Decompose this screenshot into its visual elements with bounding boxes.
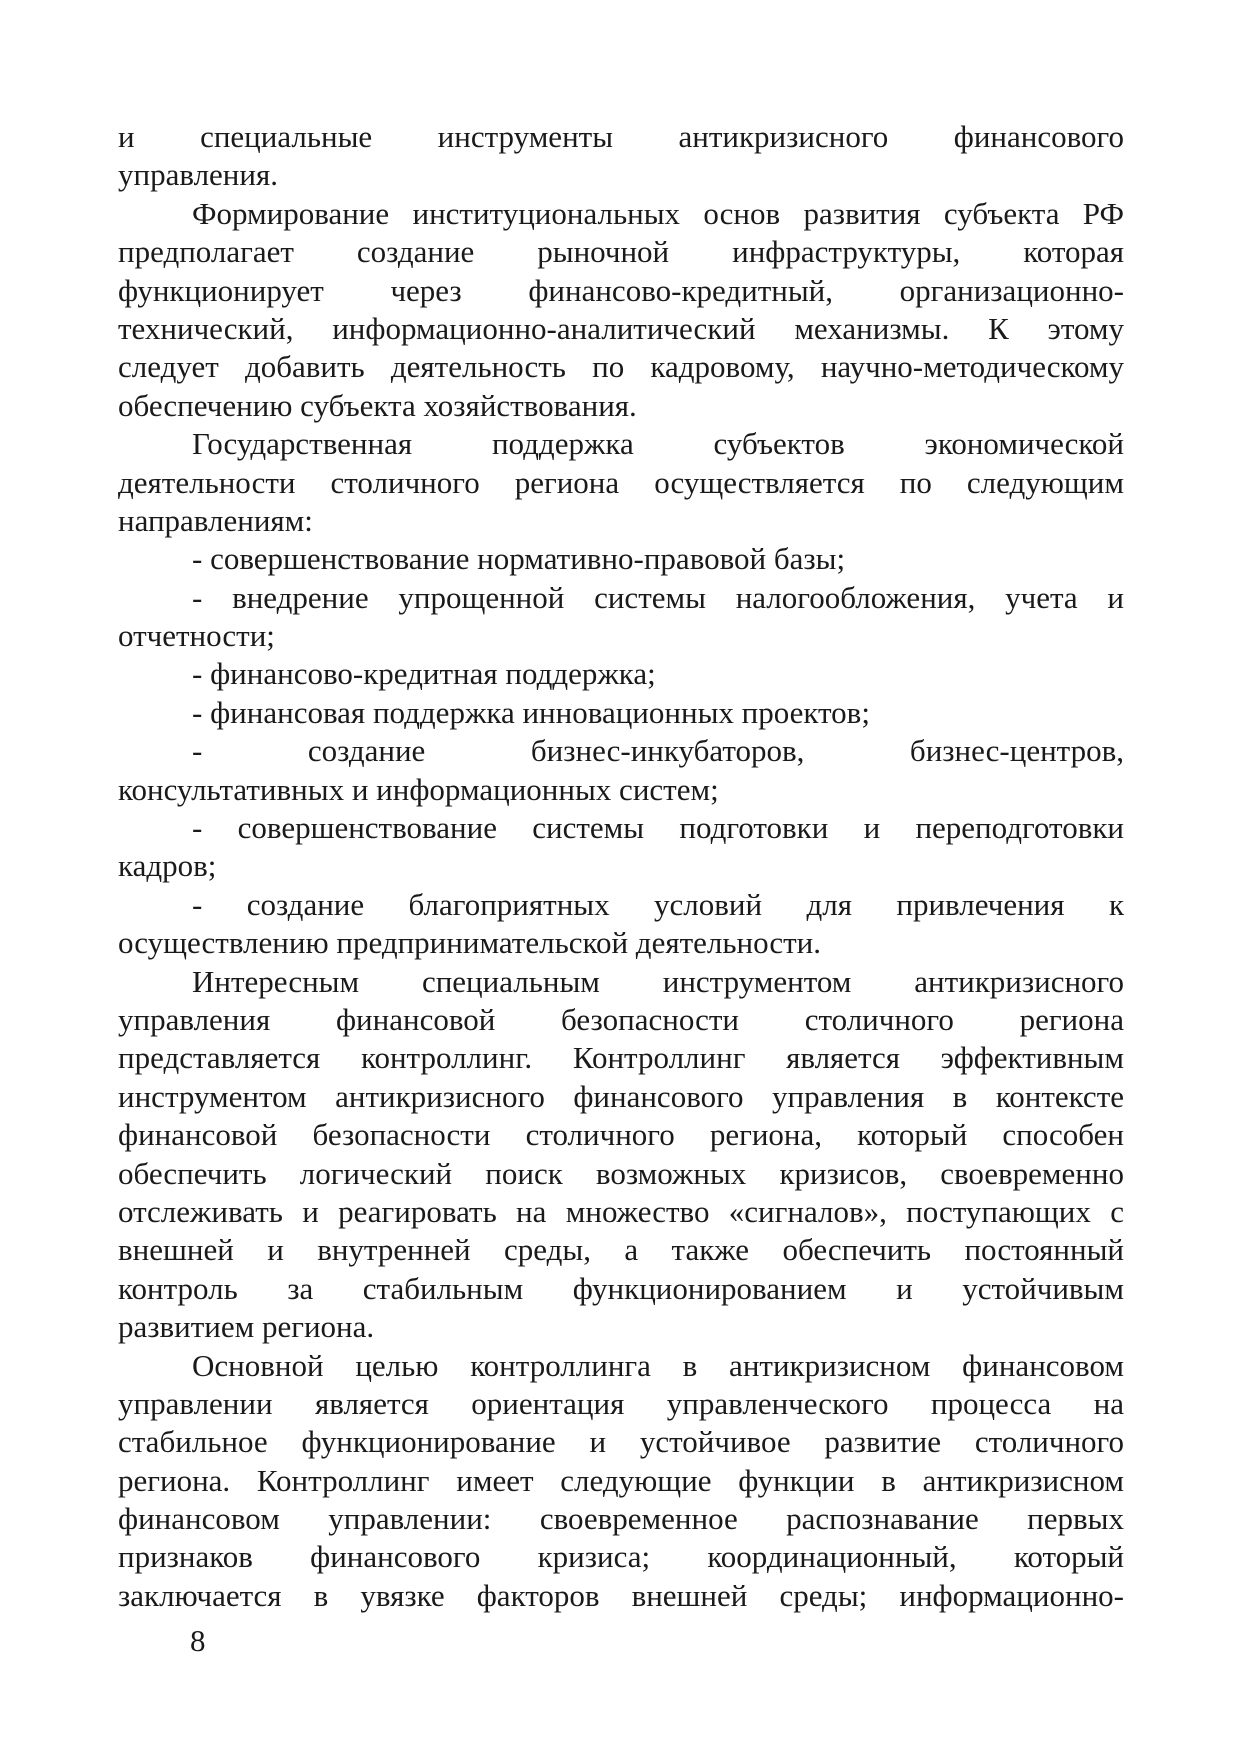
text-line: осуществлению предпринимательской деятельности.: [118, 925, 822, 961]
text-line: контроль за стабильным функционированием и устойчивым: [118, 1270, 1124, 1306]
list-item: - финансово-кредитная поддержка;: [192, 656, 656, 692]
text-line: следует добавить деятельность по кадровому, научно-методическому: [118, 349, 1124, 385]
text-line: заключается в увязке факторов внешней среды; информационно-: [118, 1577, 1124, 1613]
text-line: Основной целью контроллинга в антикризисном финансовом: [192, 1347, 1124, 1383]
list-item: - внедрение упрощенной системы налогообложения, учета и: [192, 579, 1124, 615]
body-text: [118, 118, 1124, 1615]
text-line: финансовом управлении: своевременное распознавание первых: [118, 1501, 1124, 1537]
list-item: - финансовая поддержка инновационных проектов;: [192, 694, 870, 730]
text-line: предполагает создание рыночной инфраструктуры, которая: [118, 234, 1124, 270]
list-item: - создание бизнес-инкубаторов, бизнес-центров,: [192, 733, 1124, 769]
text-line: развитием региона.: [118, 1309, 375, 1345]
text-line: управления финансовой безопасности столичного региона: [118, 1001, 1124, 1037]
text-line: стабильное функционирование и устойчивое развитие столичного: [118, 1424, 1124, 1460]
text-line: управления.: [118, 157, 278, 193]
text-line: отчетности;: [118, 618, 275, 654]
text-line: деятельности столичного региона осуществляется по следующим: [118, 464, 1124, 500]
list-item: - совершенствование нормативно-правовой базы;: [192, 541, 846, 577]
text-line: управлении является ориентация управленческого процесса на: [118, 1385, 1124, 1421]
text-line: Государственная поддержка субъектов экономической: [192, 426, 1124, 462]
text-line: региона. Контроллинг имеет следующие функции в антикризисном: [118, 1462, 1124, 1498]
list-item: - создание благоприятных условий для привлечения к: [192, 886, 1124, 922]
text-line: функционирует через финансово-кредитный, организационно-: [118, 272, 1124, 308]
text-line: инструментом антикризисного финансового управления в контексте: [118, 1078, 1124, 1114]
text-line: отслеживать и реагировать на множество «сигналов», поступающих с: [118, 1193, 1124, 1229]
text-line: Формирование институциональных основ развития субъекта РФ: [192, 195, 1124, 231]
text-line: представляется контроллинг. Контроллинг является эффективным: [118, 1040, 1124, 1076]
page-number: 8: [190, 1623, 206, 1658]
text-line: технический, информационно-аналитический механизмы. К этому: [118, 310, 1124, 346]
text-line: обеспечить логический поиск возможных кризисов, своевременно: [118, 1155, 1124, 1191]
text-line: признаков финансового кризиса; координационный, который: [118, 1539, 1124, 1575]
text-line: внешней и внутренней среды, а также обеспечить постоянный: [118, 1232, 1124, 1268]
text-line: финансовой безопасности столичного региона, который способен: [118, 1117, 1124, 1153]
text-line: и специальные инструменты антикризисного финансового: [118, 119, 1124, 154]
text-line: обеспечению субъекта хозяйствования.: [118, 387, 637, 423]
text-line: кадров;: [118, 848, 217, 884]
text-line: консультативных и информационных систем;: [118, 771, 719, 807]
list-item: - совершенствование системы подготовки и переподготовки: [192, 810, 1124, 846]
text-line: направлениям:: [118, 502, 313, 538]
text-line: Интересным специальным инструментом антикризисного: [192, 963, 1124, 999]
